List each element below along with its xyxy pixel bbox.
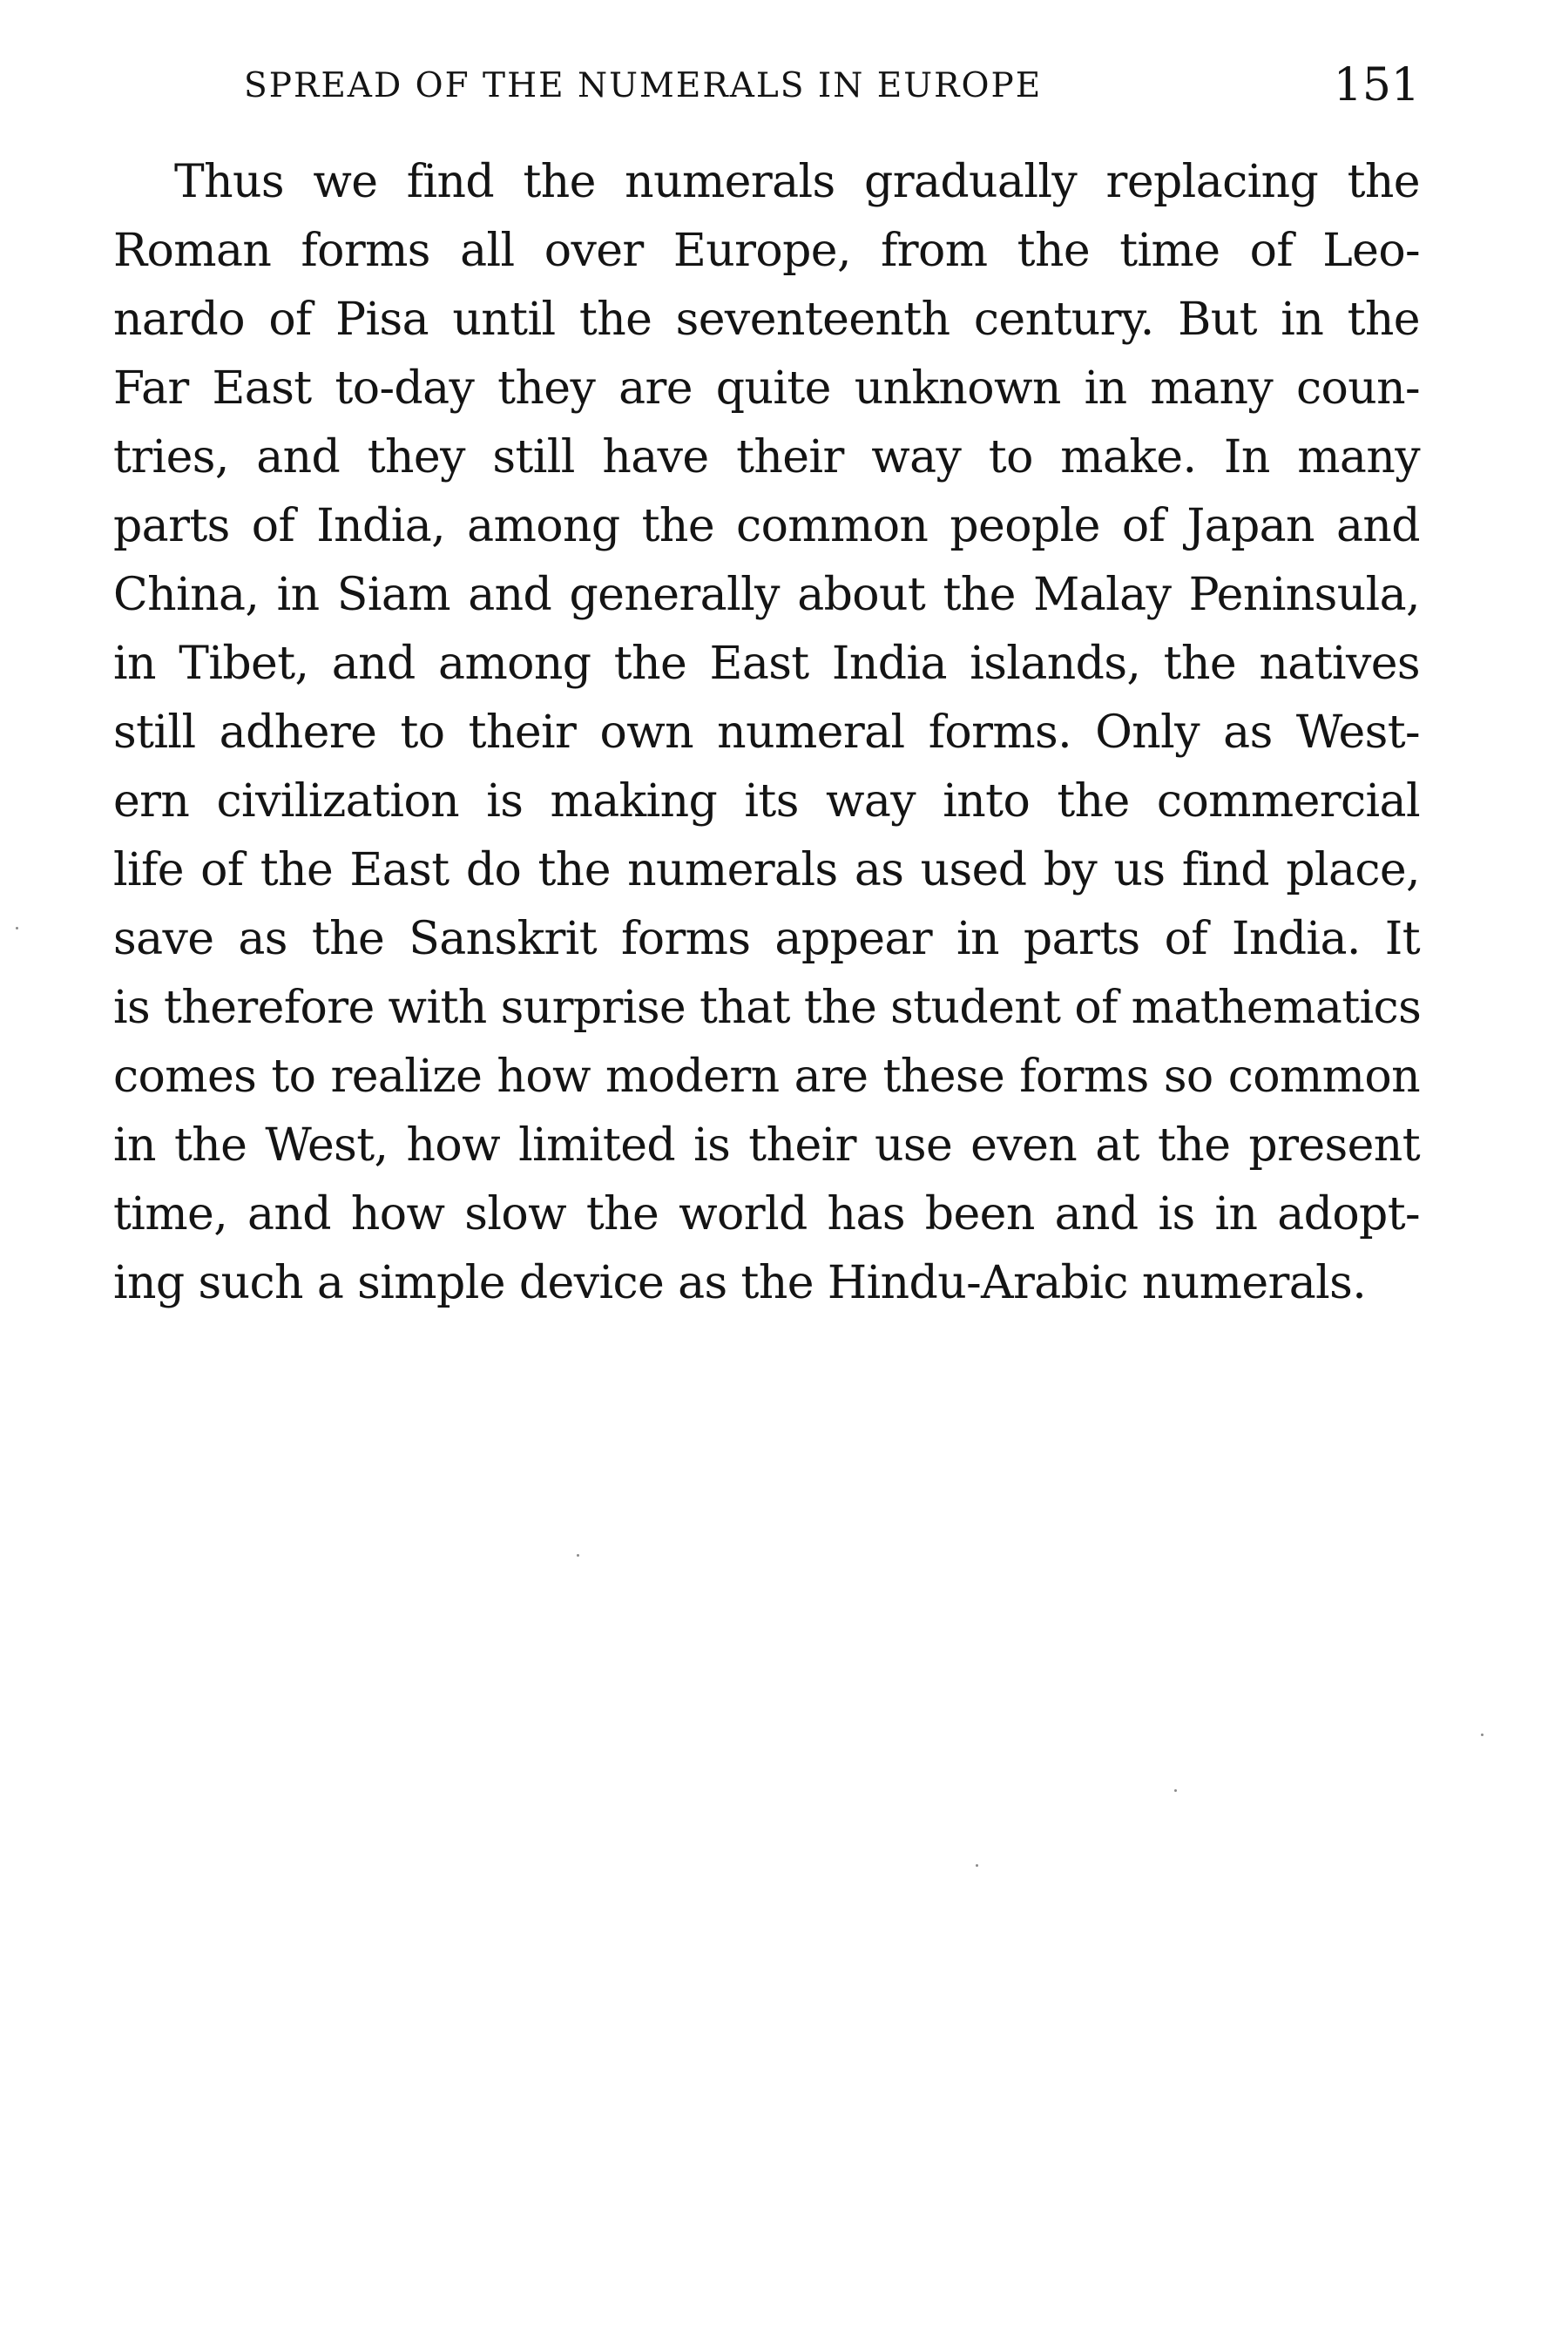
- text-line: save as the Sanskrit forms appear in parts of India. It: [113, 913, 1420, 965]
- text-line: is therefore with surprise that the student of mathematics: [113, 982, 1422, 1034]
- text-line: China, in Siam and generally about the Malay Peninsula,: [113, 569, 1420, 621]
- running-head: [113, 59, 1420, 129]
- text-line: comes to realize how modern are these forms so common: [113, 1051, 1420, 1103]
- text-line: nardo of Pisa until the seventeenth century. But in the: [113, 294, 1420, 346]
- text-line: tries, and they still have their way to make. In many: [113, 431, 1420, 483]
- text-line: parts of India, among the common people of Japan and: [113, 500, 1420, 552]
- text-line: Far East to-day they are quite unknown in many coun-: [113, 362, 1420, 415]
- text-line: life of the East do the numerals as used by us find place,: [113, 844, 1420, 896]
- text-line: ern civilization is making its way into the commercial: [113, 775, 1420, 828]
- text-line: time, and how slow the world has been and is in adopt-: [113, 1188, 1420, 1240]
- scan-speck: [577, 1554, 579, 1557]
- text-line: Thus we find the numerals gradually replacing the: [174, 156, 1420, 208]
- text-line: ing such a simple device as the Hindu-Arabic numerals.: [113, 1257, 1367, 1309]
- scan-speck: [16, 927, 18, 929]
- running-head-title: SPREAD OF THE NUMERALS IN EUROPE: [244, 66, 1043, 105]
- scan-speck: [1481, 1734, 1484, 1736]
- scan-speck: [1174, 1789, 1177, 1792]
- page-number: 151: [1333, 59, 1420, 112]
- text-line: still adhere to their own numeral forms. Only as West-: [113, 706, 1420, 759]
- text-line: in the West, how limited is their use even at the present: [113, 1119, 1420, 1172]
- scan-speck: [976, 1864, 978, 1867]
- body-paragraph: [113, 148, 1420, 1318]
- text-line: in Tibet, and among the East India islands, the natives: [113, 638, 1420, 690]
- text-line: Roman forms all over Europe, from the time of Leo-: [113, 225, 1420, 277]
